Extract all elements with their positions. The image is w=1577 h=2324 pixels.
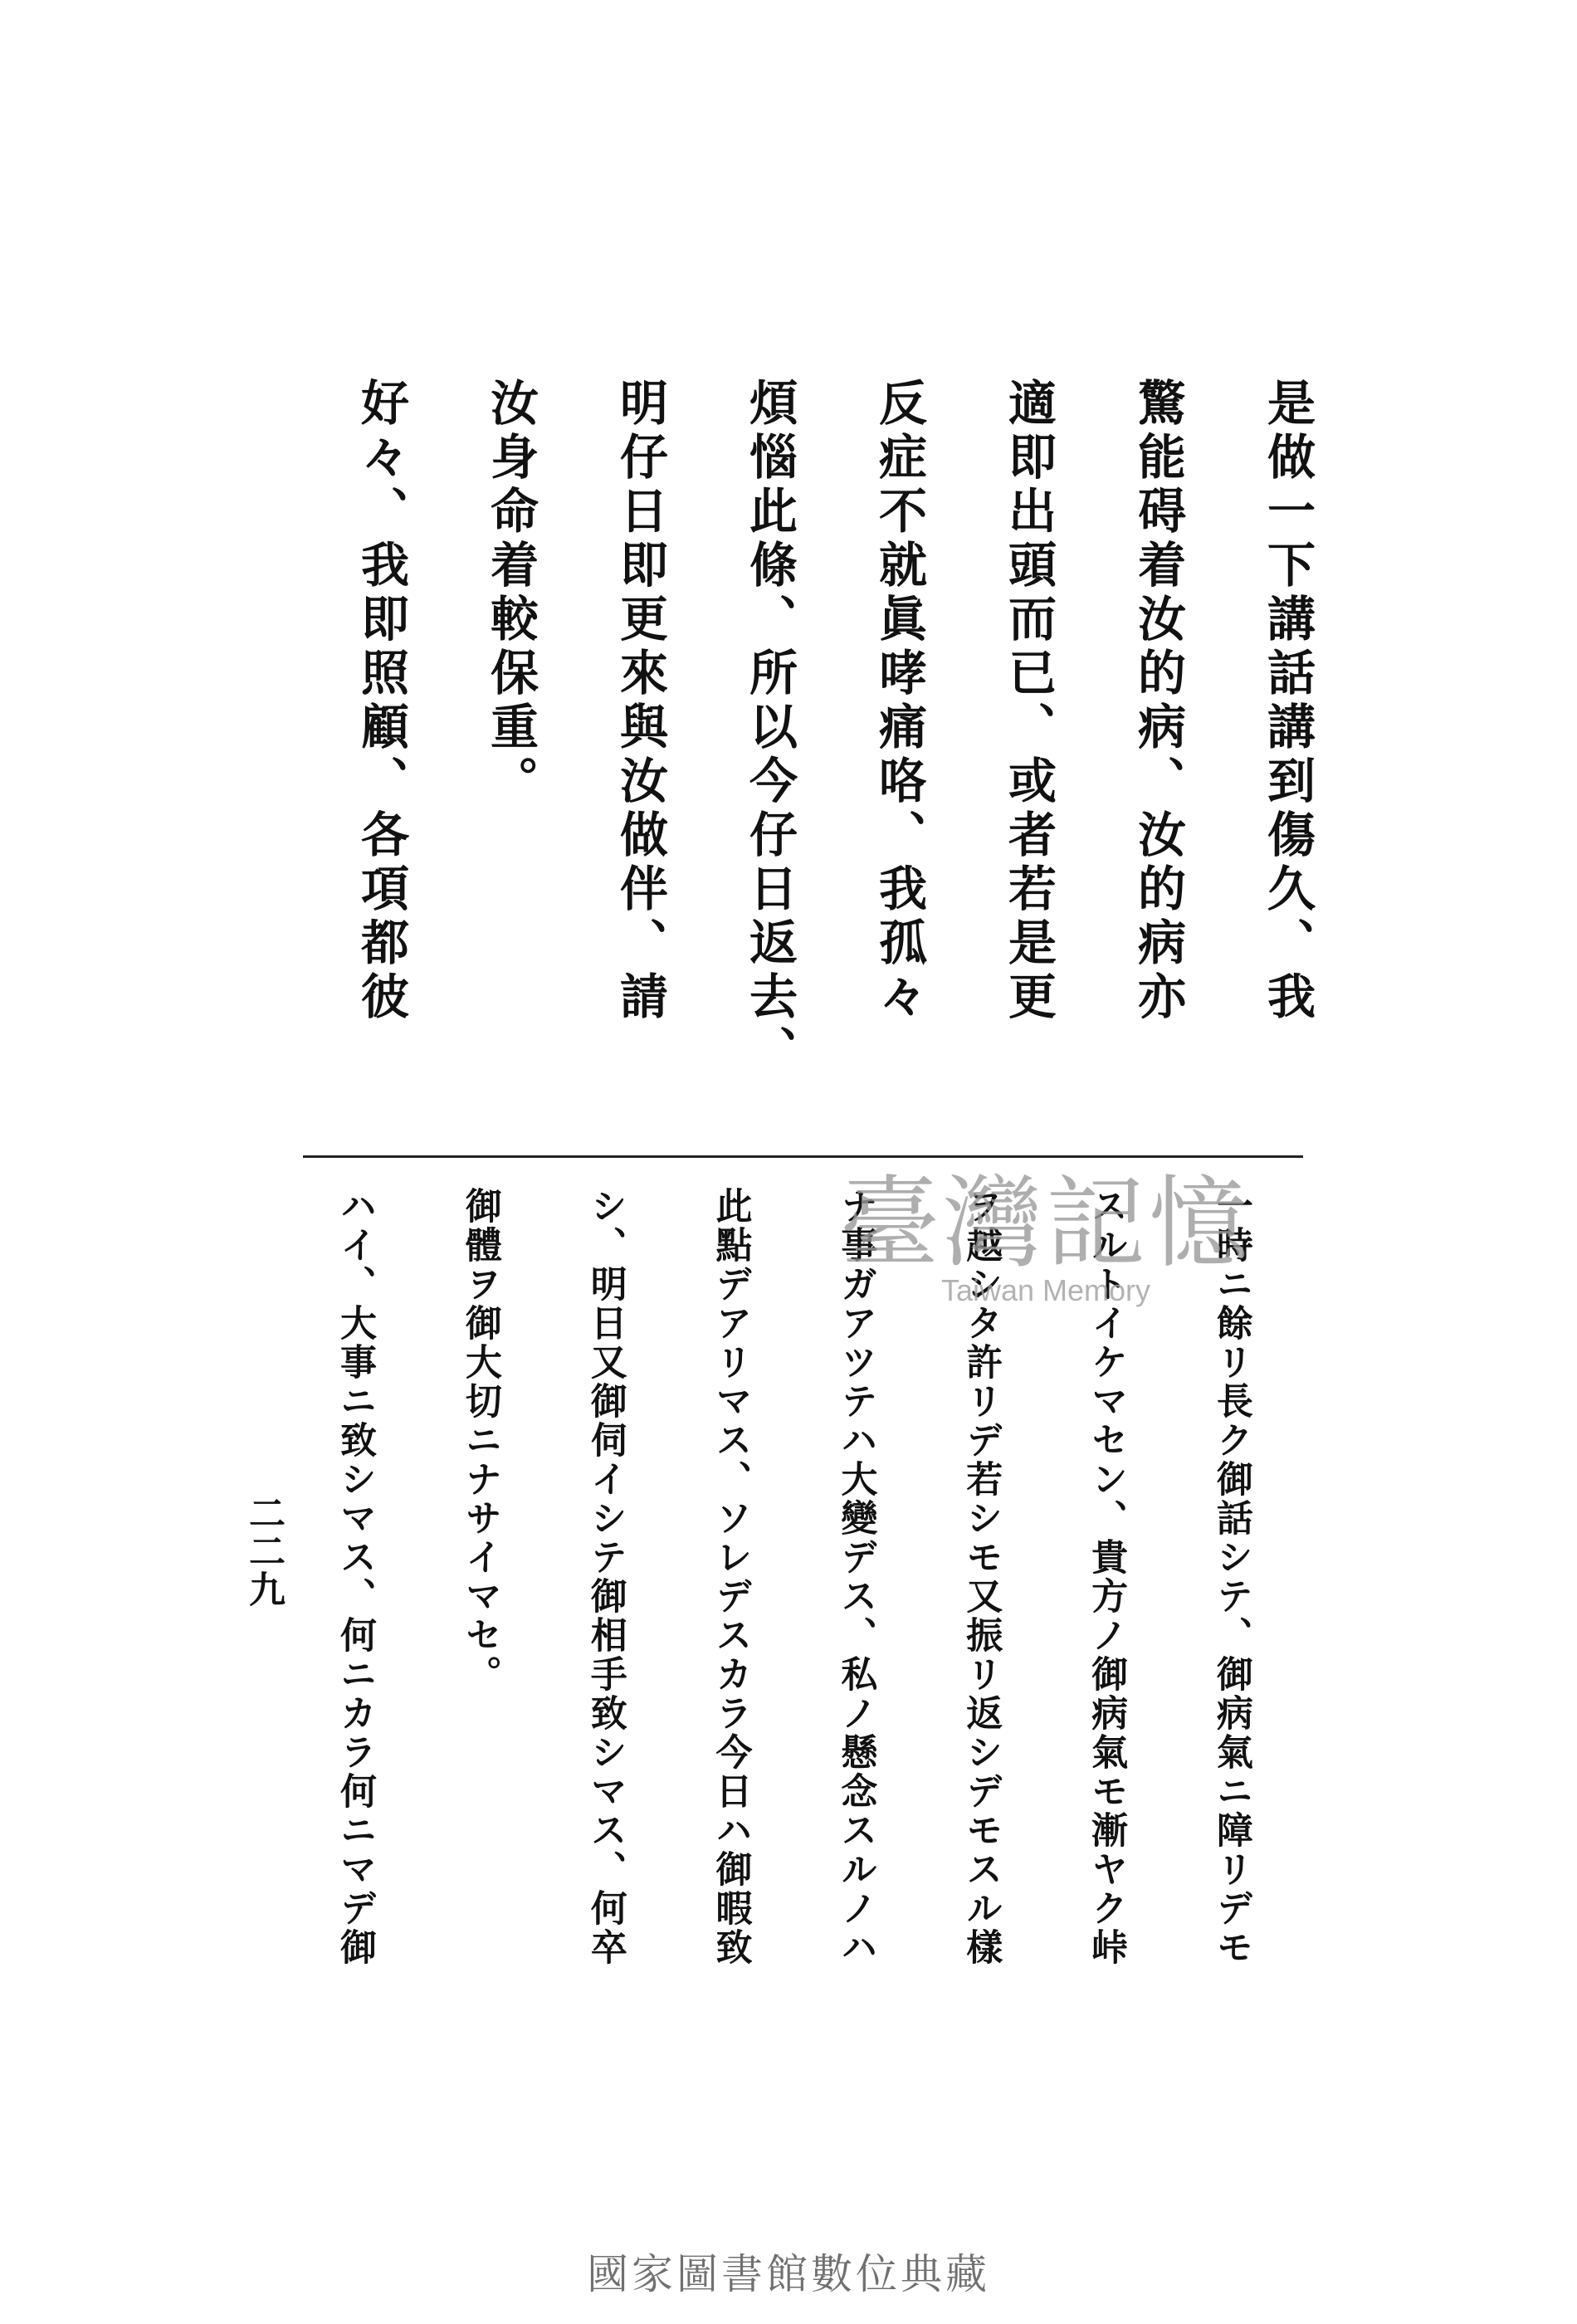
watermark-chinese: 臺灣記憶	[840, 1166, 1252, 1282]
upper-column: 是做一下講話講到傷久、我	[1259, 378, 1316, 1025]
lower-column: 御體ヲ御大切ニナサイマセ。	[458, 1187, 501, 1694]
lower-column: スルトイケマセン、貴方ノ御病氣モ漸ヤク峠	[1085, 1187, 1128, 1967]
lower-column: 一時ニ餘リ長ク御話シテ、御病氣ニ障リデモ	[1209, 1187, 1252, 1967]
lower-column: ナ事ガアツテハ大變デス、私ノ懸念スルノハ	[834, 1187, 877, 1967]
archive-footer: 國家圖書館數位典藏	[587, 2250, 990, 2298]
upper-column: 明仔日即更來與汝做伴、請	[612, 378, 668, 1025]
upper-column: 汝身命着較保重。	[482, 378, 539, 809]
upper-column: 好々、我即照顧、各項都彼	[353, 378, 409, 1025]
watermark-logo	[797, 1166, 1295, 1340]
section-divider	[303, 1155, 1303, 1158]
upper-column: 驚能碍着汝的病、汝的病亦	[1130, 378, 1186, 1025]
upper-column: 反症不就眞哮痛咯、我孤々	[871, 378, 927, 1025]
upper-column: 煩惱此條、所以今仔日返去、	[741, 378, 798, 1079]
lower-column: シ、明日又御伺イシテ御相手致シマス、何卒	[583, 1187, 627, 1967]
lower-column: ハイ、大事ニ致シマス、何ニカラ何ニマデ御	[334, 1187, 376, 1967]
upper-column: 適即出頭而已、或者若是更	[1000, 378, 1057, 1025]
watermark-english: Taiwan Memory	[940, 1273, 1151, 1307]
upper-text-block	[353, 378, 1316, 1125]
page-number: 二二九	[242, 1494, 285, 1609]
lower-column: 此點デアリマス、ソレデスカラ今日ハ御暇致	[709, 1187, 752, 1967]
lower-column: ヲ越シタ許リデ若シモ又振リ返シデモスル樣	[959, 1187, 1003, 1967]
